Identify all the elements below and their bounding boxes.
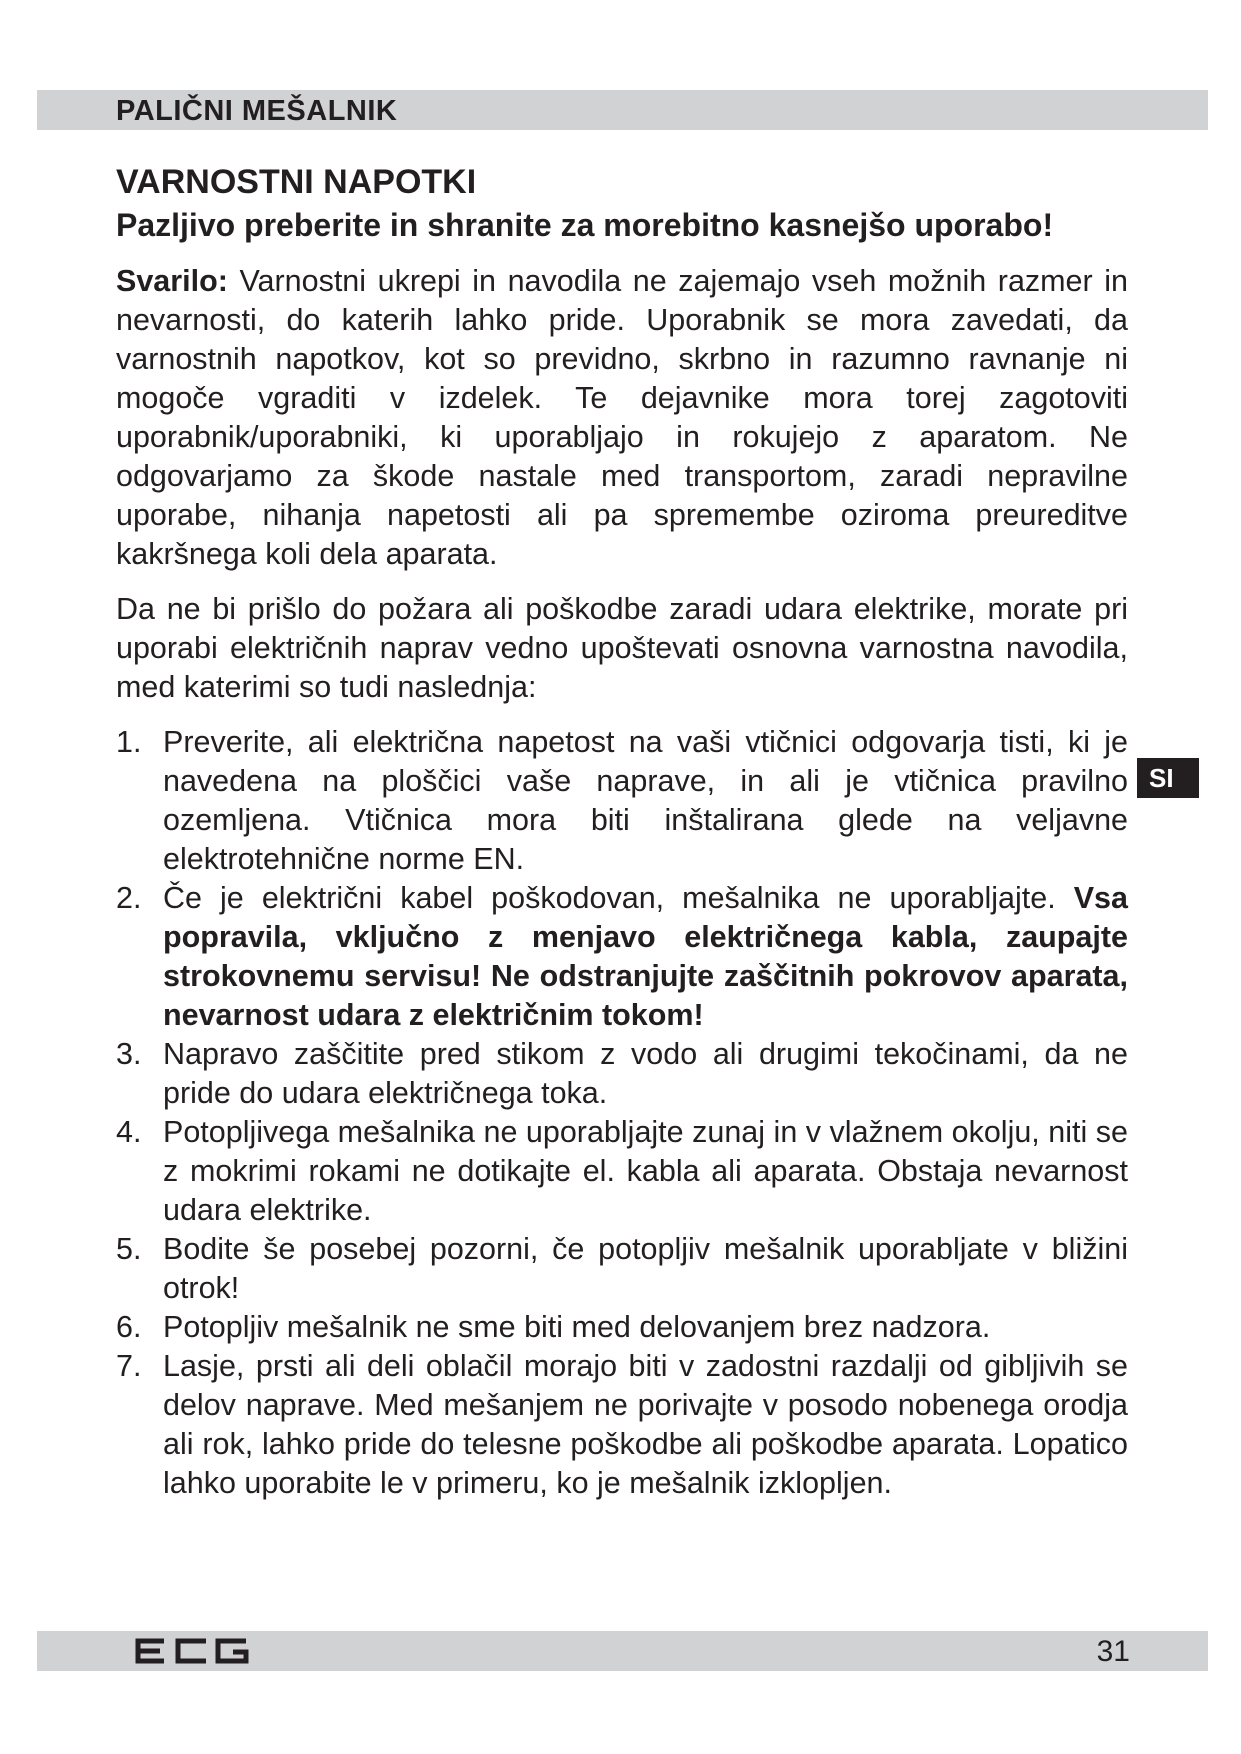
warning-label: Svarilo: bbox=[116, 264, 228, 298]
intro-paragraph: Da ne bi prišlo do požara ali poškodbe zaradi udara elektrike, morate pri uporabi električnih naprav vedno upoštevati osnovna varnostna navodila, med katerimi so tudi naslednja: bbox=[116, 592, 1128, 704]
safety-rules-list bbox=[116, 723, 1128, 1503]
list-item-text: Lasje, prsti ali deli oblačil morajo biti v zadostni razdalji od gibljivih se delov naprave. Med mešanjem ne porivajte v posodo nobenega orodja ali rok, lahko pride do telesne poškodbe ali poškodbe aparata. Lopatico lahko uporabite le v primeru, ko je mešalnik izklopljen. bbox=[163, 1349, 1128, 1500]
list-item-number: 5. bbox=[116, 1232, 142, 1266]
list-item bbox=[116, 1113, 1128, 1230]
list-item-text: Napravo zaščitite pred stikom z vodo ali drugimi tekočinami, da ne pride do udara električnega toka. bbox=[163, 1037, 1128, 1110]
section-title: VARNOSTNI NAPOTKI bbox=[116, 163, 477, 201]
list-item-number: 2. bbox=[116, 881, 142, 915]
list-item bbox=[116, 723, 1128, 879]
page-number: 31 bbox=[1096, 1635, 1130, 1668]
list-item bbox=[116, 1035, 1128, 1113]
section-subtitle: Pazljivo preberite in shranite za morebitno kasnejšo uporabo! bbox=[116, 207, 1054, 243]
list-item-text: Preverite, ali električna napetost na vaši vtičnici odgovarja tisti, ki je navedena na ploščici vaše naprave, in ali je vtičnica pravilno ozemljena. Vtičnica mora biti inštalirana glede na veljavne elektrotehnične norme EN. bbox=[163, 725, 1128, 876]
list-item-number: 6. bbox=[116, 1310, 142, 1344]
list-item-text: Če je električni kabel poškodovan, mešalnika ne uporabljajte. bbox=[163, 881, 1074, 915]
list-item-number: 3. bbox=[116, 1037, 142, 1071]
list-item bbox=[116, 1347, 1128, 1503]
list-item-number: 4. bbox=[116, 1115, 142, 1149]
list-item-number: 1. bbox=[116, 725, 142, 759]
list-item-bold-text: Vsa popravila, vključno z menjavo električnega kabla, zaupajte strokovnemu servisu! Ne odstranjujte zaščitnih pokrovov aparata, nevarnost udara z električnim tokom! bbox=[163, 881, 1128, 1032]
ecg-logo bbox=[130, 1633, 250, 1669]
list-item bbox=[116, 1308, 1128, 1347]
warning-paragraph bbox=[116, 262, 1128, 574]
page-content bbox=[116, 160, 1128, 1503]
list-item bbox=[116, 879, 1128, 1035]
list-item-text: Potopljiv mešalnik ne sme biti med delovanjem brez nadzora. bbox=[163, 1310, 991, 1344]
list-item-text: Potopljivega mešalnika ne uporabljajte zunaj in v vlažnem okolju, niti se z mokrimi rokami ne dotikajte el. kabla ali aparata. Obstaja nevarnost udara elektrike. bbox=[163, 1115, 1128, 1227]
list-item-number: 7. bbox=[116, 1349, 142, 1383]
warning-text: Varnostni ukrepi in navodila ne zajemajo vseh možnih razmer in nevarnosti, do katerih lahko pride. Uporabnik se mora zavedati, da varnostnih napotkov, kot so previdno, skrbno in razumno ravnanje ni mogoče vgraditi v izdelek. Te dejavnike mora torej zagotoviti uporabnik/uporabniki, ki uporabljajo in rokujejo z aparatom. Ne odgovarjamo za škode nastale med transportom, zaradi nepravilne uporabe, nihanja napetosti ali pa spremembe oziroma preureditve kakršnega koli dela aparata. bbox=[116, 264, 1128, 571]
language-tab: SI bbox=[1137, 758, 1199, 798]
header-title: PALIČNI MEŠALNIK bbox=[116, 95, 398, 127]
list-item bbox=[116, 1230, 1128, 1308]
list-item-text: Bodite še posebej pozorni, če potopljiv mešalnik uporabljate v bližini otrok! bbox=[163, 1232, 1128, 1305]
